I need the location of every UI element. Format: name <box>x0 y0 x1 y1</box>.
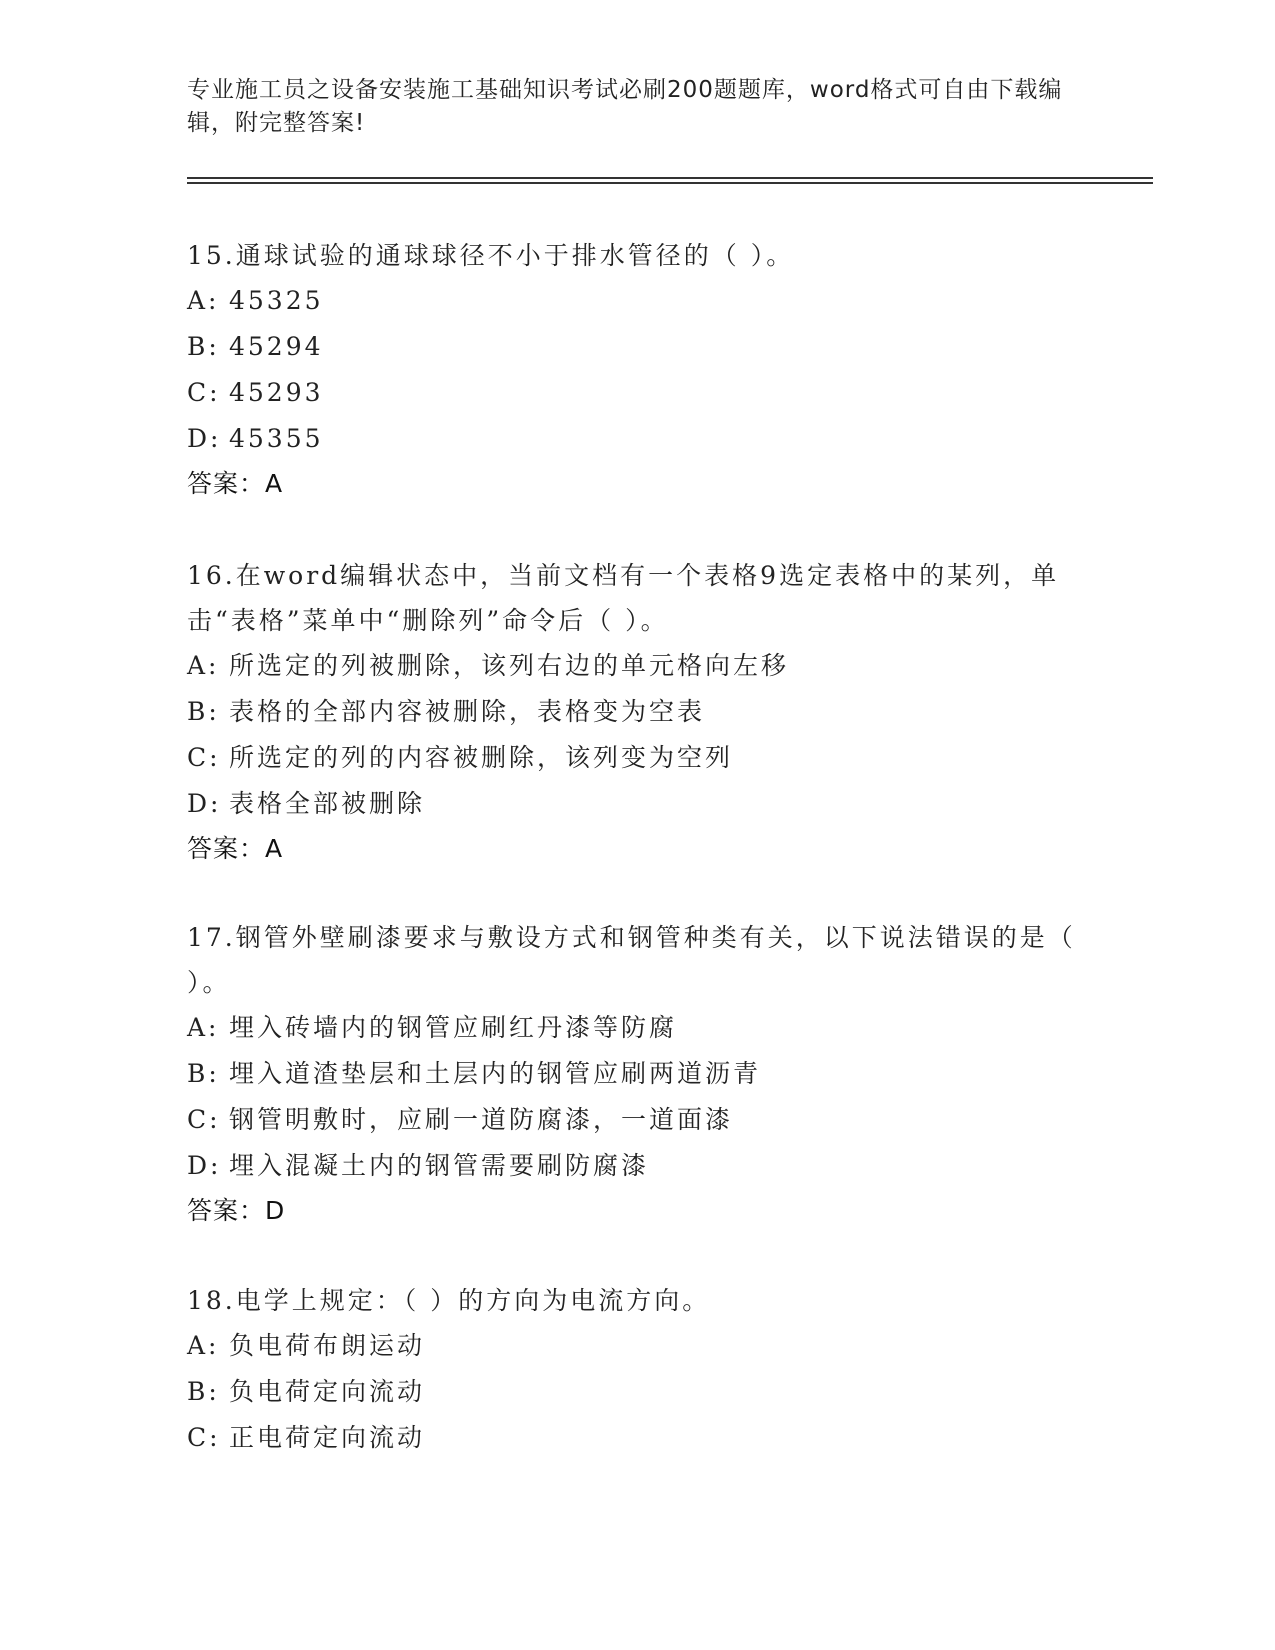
option-c <box>187 735 1087 781</box>
option-letter: A: <box>187 651 220 680</box>
option-c <box>187 1097 1087 1143</box>
question-16 <box>187 553 1087 871</box>
answer-label: 答案：A <box>187 469 284 498</box>
option-c <box>187 1415 1087 1461</box>
option-a <box>187 1005 1087 1051</box>
option-d <box>187 416 1087 462</box>
option-text: 正电荷定向流动 <box>229 1423 426 1452</box>
option-text: 埋入道渣垫层和土层内的钢管应刷两道沥青 <box>229 1059 762 1088</box>
option-a <box>187 643 1087 689</box>
option-text: 埋入砖墙内的钢管应刷红丹漆等防腐 <box>229 1013 678 1042</box>
option-letter: B: <box>187 332 220 361</box>
option-text: 负电荷定向流动 <box>229 1377 426 1406</box>
option-text: 表格的全部内容被删除，表格变为空表 <box>229 697 706 726</box>
option-text: 45355 <box>229 424 324 453</box>
option-letter: B: <box>187 1377 220 1406</box>
option-text: 45325 <box>229 286 324 315</box>
question-15 <box>187 233 1087 506</box>
question-stem: 15.通球试验的通球球径不小于排水管径的（ ）。 <box>187 241 795 270</box>
option-d <box>187 1143 1087 1189</box>
option-b <box>187 689 1087 735</box>
option-c <box>187 370 1087 416</box>
question-stem: 18.电学上规定：（ ）的方向为电流方向。 <box>187 1286 711 1315</box>
question-18 <box>187 1278 1087 1461</box>
answer-label: 答案：D <box>187 1196 286 1225</box>
option-letter: B: <box>187 697 220 726</box>
option-text: 表格全部被删除 <box>229 789 426 818</box>
option-text: 所选定的列被删除，该列右边的单元格向左移 <box>229 651 790 680</box>
option-letter: C: <box>187 1423 221 1452</box>
option-letter: B: <box>187 1059 220 1088</box>
question-stem: 17.钢管外壁刷漆要求与敷设方式和钢管种类有关，以下说法错误的是（ ）。 <box>187 923 1076 997</box>
option-d <box>187 781 1087 827</box>
option-b <box>187 1369 1087 1415</box>
option-letter: C: <box>187 378 221 407</box>
question-stem: 16.在word编辑状态中，当前文档有一个表格9选定表格中的某列，单击“表格”菜单中“删除列”命令后（ ）。 <box>187 561 1060 635</box>
option-letter: A: <box>187 1331 220 1360</box>
header-divider-top <box>187 177 1153 179</box>
answer-label: 答案：A <box>187 834 284 863</box>
option-letter: D: <box>187 424 222 453</box>
option-letter: A: <box>187 1013 220 1042</box>
document-header: 专业施工员之设备安装施工基础知识考试必刷200题题库，word格式可自由下载编辑，附完整答案! <box>187 77 1063 136</box>
option-text: 负电荷布朗运动 <box>229 1331 426 1360</box>
option-letter: A: <box>187 286 220 315</box>
option-letter: C: <box>187 1105 221 1134</box>
option-text: 钢管明敷时，应刷一道防腐漆，一道面漆 <box>229 1105 734 1134</box>
option-b <box>187 1051 1087 1097</box>
option-letter: C: <box>187 743 221 772</box>
option-text: 45294 <box>229 332 324 361</box>
option-a <box>187 278 1087 324</box>
option-text: 埋入混凝土内的钢管需要刷防腐漆 <box>229 1151 650 1180</box>
header-divider-bottom <box>187 182 1153 184</box>
question-17 <box>187 915 1087 1233</box>
option-text: 45293 <box>229 378 324 407</box>
option-letter: D: <box>187 1151 222 1180</box>
option-a <box>187 1323 1087 1369</box>
option-letter: D: <box>187 789 222 818</box>
option-b <box>187 324 1087 370</box>
option-text: 所选定的列的内容被删除，该列变为空列 <box>229 743 734 772</box>
